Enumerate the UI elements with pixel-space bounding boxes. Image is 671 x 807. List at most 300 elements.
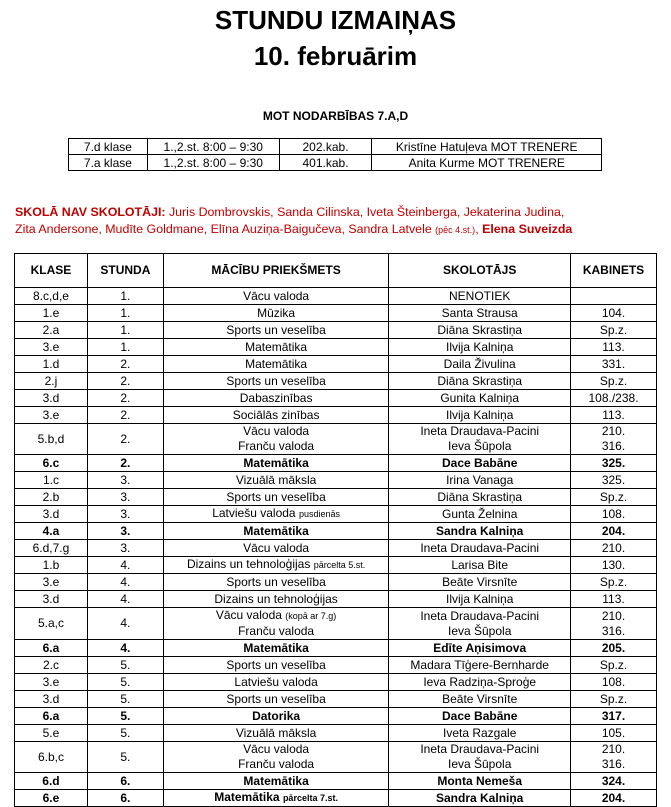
cell-subject [163,557,389,574]
cell-teacher-line: Daila Živulina [443,356,516,371]
subject-name: Sports un veselība [226,373,326,388]
subject-name: Dizains un tehnoloģijas [214,591,338,606]
cell-room [571,657,657,674]
cell-teacher [389,608,571,640]
cell-klase: 6.c [15,455,88,472]
cell-teacher [389,455,571,472]
cell-stunda: 2. [87,356,163,373]
subject-line [166,456,387,471]
table-row [15,591,657,608]
cell-klase: 2.c [15,657,88,674]
subject-name: Dizains un tehnoloģijas [186,557,311,571]
cell-subject [163,574,389,591]
subject-name: Sports un veselība [226,657,326,672]
cell-teacher [389,773,571,790]
cell-room [571,591,657,608]
subject-line [166,742,387,757]
mot-table [68,138,602,171]
cell-stunda: 2. [87,390,163,407]
cell-klase: 3.e [15,339,88,356]
cell-klase: 6.d,7.g [15,540,88,557]
cell-room-line: Sp.z. [599,574,628,589]
cell-subject [163,339,389,356]
subject-line [166,357,387,372]
cell-room-line: 210. [601,540,626,555]
cell-teacher [389,506,571,523]
cell-room [571,305,657,322]
subject-name: Sociālās zinības [232,407,320,422]
cell-subject [163,424,389,455]
mot-class: 7.a klase [69,155,148,171]
cell-teacher [389,708,571,725]
absent-names-line2: Zita Andersone, Mudīte Goldmane, Elīna Auziņa-Baigučeva, Sandra Latvele [15,222,436,236]
mot-trainer: Anita Kurme MOT TRENERE [372,155,602,171]
table-row [15,523,657,540]
cell-teacher-line: Ineta Draudava-Pacini [420,540,540,555]
cell-teacher-line: Ilvija Kalniņa [446,407,514,422]
cell-teacher [389,657,571,674]
subject-name: Matemātika [245,339,308,354]
subject-note: pārcelta 7.st. [282,793,338,803]
cell-teacher-line: Monta Nemeša [437,773,523,788]
subject-line [166,592,387,607]
cell-teacher-line: Santa Strausa [441,305,518,320]
cell-teacher [389,574,571,591]
cell-room [571,322,657,339]
cell-subject [163,725,389,742]
page-title: STUNDU IZMAIŅAS [214,5,457,35]
absent-name-bold: Elena Suveizda [482,222,573,236]
cell-teacher-line: Sandra Kalniņa [436,523,524,538]
mot-room: 401.kab. [279,155,372,171]
cell-teacher-line: Ineta Draudava-Pacini [420,608,540,623]
subject-line [166,374,387,389]
table-row [15,708,657,725]
header-subject: MĀCĪBU PRIEKŠMETS [163,254,389,288]
cell-room-line: 105. [601,725,626,740]
cell-subject [163,523,389,540]
header-klase: KLASE [15,254,88,288]
cell-teacher [389,523,571,540]
cell-klase: 5.a,c [15,608,88,640]
cell-klase: 3.d [15,691,88,708]
subject-line [166,641,387,656]
subject-line [166,289,387,304]
cell-subject [163,305,389,322]
cell-teacher [389,790,571,807]
cell-klase: 6.a [15,708,88,725]
cell-room [571,407,657,424]
header-teacher: SKOLOTĀJS [389,254,571,288]
cell-teacher [389,288,571,305]
cell-teacher-line: Ieva Šūpola [447,623,512,638]
cell-room [571,373,657,390]
table-row [15,322,657,339]
cell-teacher [389,472,571,489]
absent-label: SKOLĀ NAV SKOLOTĀJI: [15,205,166,219]
cell-room-line: Sp.z. [599,322,628,337]
page-subtitle-date: 10. februārim [253,41,418,71]
cell-stunda: 1. [87,322,163,339]
subject-note: pārcelta 5.st. [313,560,366,570]
cell-klase: 4.a [15,523,88,540]
cell-room-line: 113. [602,339,625,354]
cell-klase: 2.a [15,322,88,339]
subject-line [166,658,387,673]
cell-teacher [389,339,571,356]
cell-room [571,540,657,557]
cell-stunda: 6. [87,790,163,807]
subject-name: Sports un veselība [226,322,326,337]
cell-klase: 3.d [15,390,88,407]
cell-subject [163,691,389,708]
cell-room-line: 108. [601,506,626,521]
header-stunda: STUNDA [87,254,163,288]
cell-teacher-line: Gunta Želnina [441,506,518,521]
cell-teacher-line: Ineta Draudava-Pacini [420,424,540,438]
subject-name: Mūzika [257,305,296,320]
subject-name: Matemātika [214,790,280,804]
cell-teacher-line: Madara Tīģere-Bernharde [410,657,549,672]
mot-trainer: Kristīne Hatuļeva MOT TRENERE [372,139,602,155]
table-row [15,725,657,742]
subject-name: Matemātika [245,356,308,371]
table-header-row [15,254,657,288]
mot-row [69,155,602,171]
cell-teacher-line: Gunita Kalniņa [440,390,520,405]
subject-name: Franču valoda [238,624,315,638]
subject-name: Datorika [252,708,301,723]
cell-teacher [389,305,571,322]
cell-stunda: 2. [87,373,163,390]
cell-klase: 3.e [15,674,88,691]
cell-klase: 6.a [15,640,88,657]
cell-teacher [389,356,571,373]
cell-room [571,557,657,574]
cell-stunda: 4. [87,574,163,591]
cell-stunda: 5. [87,725,163,742]
table-row [15,472,657,489]
table-row [15,691,657,708]
table-row [15,424,657,455]
cell-stunda: 1. [87,339,163,356]
cell-teacher [389,407,571,424]
cell-teacher-line: Beāte Virsnīte [442,691,518,706]
cell-subject [163,506,389,523]
cell-subject [163,489,389,506]
cell-room-line: 210. [601,608,626,623]
absent-names-line1: Juris Dombrovskis, Sanda Cilinska, Iveta Šteinberga, Jekaterina Judina, [165,205,565,219]
mot-time: 1.,2.st. 8:00 – 9:30 [147,155,279,171]
absent-separator: , [475,222,483,236]
cell-room [571,725,657,742]
cell-stunda: 4. [87,591,163,608]
cell-room-line: 210. [601,424,626,438]
subject-line [166,323,387,338]
table-row [15,574,657,591]
cell-teacher-line: Edīte Aņisimova [433,640,527,655]
table-row [15,305,657,322]
subject-line [166,439,387,454]
table-row [15,455,657,472]
subject-name: Latviešu valoda [212,506,296,520]
cell-room [571,742,657,773]
table-row [15,339,657,356]
cell-klase: 5.b,d [15,424,88,455]
cell-teacher-line: Sandra Kalniņa [436,790,524,805]
cell-room [571,674,657,691]
cell-stunda: 4. [87,557,163,574]
cell-subject [163,472,389,489]
cell-teacher-line: Ieva Radziņa-Sproģe [423,674,537,689]
cell-stunda: 2. [87,424,163,455]
cell-teacher-line: Ilvija Kalniņa [446,591,514,606]
cell-room-line: 325. [601,455,626,470]
cell-stunda: 5. [87,674,163,691]
cell-klase: 3.d [15,591,88,608]
subject-line [166,692,387,707]
subject-line [166,709,387,724]
cell-klase: 5.e [15,725,88,742]
cell-klase: 6.e [15,790,88,807]
cell-room [571,790,657,807]
cell-teacher [389,373,571,390]
cell-room [571,506,657,523]
cell-room [571,708,657,725]
cell-room [571,574,657,591]
subject-name: Dabaszinības [239,390,313,405]
cell-subject [163,742,389,773]
cell-room-line: Sp.z. [599,691,628,706]
cell-stunda: 2. [87,455,163,472]
cell-stunda: 3. [87,506,163,523]
cell-subject [163,322,389,339]
cell-stunda: 1. [87,305,163,322]
cell-stunda: 5. [87,708,163,725]
cell-subject [163,373,389,390]
subject-note: pusdienās [298,509,340,519]
absent-teachers-notice [15,204,665,239]
mot-time: 1.,2.st. 8:00 – 9:30 [147,139,279,155]
cell-stunda: 3. [87,489,163,506]
cell-stunda: 2. [87,407,163,424]
cell-teacher [389,640,571,657]
cell-subject [163,708,389,725]
table-row [15,506,657,523]
cell-klase: 1.b [15,557,88,574]
subject-line [166,557,387,573]
subject-name: Vācu valoda [243,424,310,438]
subject-line [166,490,387,505]
cell-teacher [389,540,571,557]
cell-teacher-line: Diāna Skrastiņa [437,322,523,337]
mot-heading: MOT NODARBĪBAS 7.A,D [262,109,409,123]
subject-line [166,473,387,488]
table-row [15,790,657,807]
subject-name: Matemātika [243,455,309,470]
cell-subject [163,540,389,557]
cell-klase: 6.d [15,773,88,790]
cell-teacher-line: Diāna Skrastiņa [437,373,523,388]
cell-subject [163,356,389,373]
subject-name: Franču valoda [238,757,315,771]
cell-teacher-line: NENOTIEK [449,288,511,303]
cell-room [571,489,657,506]
cell-klase: 3.e [15,407,88,424]
subject-line [166,757,387,772]
cell-teacher-line: Ineta Draudava-Pacini [420,742,540,756]
cell-subject [163,455,389,472]
cell-room [571,608,657,640]
table-row [15,390,657,407]
cell-room [571,390,657,407]
cell-room-line: 324. [601,773,626,788]
cell-teacher-line: Ieva Šūpola [447,757,512,771]
subject-line [166,506,387,522]
cell-room-line: 331. [601,356,626,371]
subject-name: Sports un veselība [226,574,326,589]
cell-room [571,356,657,373]
cell-room [571,424,657,455]
subject-line [166,790,387,806]
cell-room-line: 316. [601,623,626,638]
subject-line [166,774,387,789]
cell-room-line: 104. [601,305,626,320]
table-row [15,407,657,424]
subject-line [166,524,387,539]
subject-name: Matemātika [243,640,309,655]
cell-room [571,691,657,708]
subject-name: Vācu valoda [215,608,282,622]
cell-teacher-line: Ieva Šūpola [447,439,512,453]
cell-klase: 2.b [15,489,88,506]
cell-stunda: 5. [87,742,163,773]
mot-room: 202.kab. [279,139,372,155]
cell-teacher [389,725,571,742]
cell-klase: 8.c,d,e [15,288,88,305]
mot-row [69,139,602,155]
subject-note: (kopā ar 7.g) [285,611,337,621]
subject-line [166,340,387,355]
cell-klase: 1.c [15,472,88,489]
cell-room-line: 108. [601,674,626,689]
subject-name: Latviešu valoda [234,674,318,689]
subject-name: Sports un veselība [226,489,326,504]
changes-table [14,253,657,807]
cell-stunda: 3. [87,540,163,557]
cell-stunda: 1. [87,288,163,305]
table-row [15,742,657,773]
cell-stunda: 3. [87,472,163,489]
cell-stunda: 4. [87,608,163,640]
table-row [15,657,657,674]
cell-klase: 3.e [15,574,88,591]
subject-name: Vizuālā māksla [235,472,317,487]
cell-klase: 2.j [15,373,88,390]
cell-klase: 3.d [15,506,88,523]
cell-room-line: 108./238. [588,390,639,405]
subject-name: Sports un veselība [226,691,326,706]
cell-teacher-line: Ilvija Kalniņa [446,339,514,354]
cell-room [571,288,657,305]
cell-teacher [389,557,571,574]
cell-room-line: 113. [602,407,625,422]
cell-teacher [389,390,571,407]
cell-subject [163,608,389,640]
cell-room-line: 204. [601,523,626,538]
cell-room-line: 210. [601,742,626,756]
cell-teacher-line: Beāte Virsnīte [442,574,518,589]
cell-room-line: 205. [601,640,626,655]
table-body [15,288,657,807]
subject-name: Franču valoda [238,439,315,453]
subject-line [166,541,387,556]
cell-room [571,339,657,356]
table-row [15,608,657,640]
cell-room-line: 204. [601,790,626,805]
header-room: KABINETS [571,254,657,288]
table-row [15,674,657,691]
cell-klase: 6.b,c [15,742,88,773]
cell-subject [163,790,389,807]
table-row [15,356,657,373]
table-row [15,489,657,506]
cell-teacher-line: Larisa Bite [451,557,509,572]
subject-line [166,424,387,439]
cell-subject [163,390,389,407]
cell-room-line: 130. [601,557,626,572]
cell-stunda: 5. [87,691,163,708]
cell-room [571,455,657,472]
cell-subject [163,640,389,657]
subject-line [166,726,387,741]
cell-teacher [389,691,571,708]
table-row [15,773,657,790]
cell-subject [163,674,389,691]
table-row [15,288,657,305]
cell-klase: 1.d [15,356,88,373]
cell-room-line: Sp.z. [599,373,628,388]
subject-line [166,608,387,624]
cell-teacher [389,591,571,608]
cell-subject [163,407,389,424]
subject-name: Matemātika [243,773,309,788]
cell-room-line: Sp.z. [599,489,628,504]
subject-name: Vācu valoda [243,742,310,756]
subject-name: Vācu valoda [243,540,310,555]
absent-note: (pēc 4.st.) [435,225,476,235]
cell-room-line: Sp.z. [599,657,628,672]
subject-line [166,575,387,590]
table-row [15,540,657,557]
cell-room [571,523,657,540]
cell-room [571,640,657,657]
cell-room-line: 317. [601,708,626,723]
cell-stunda: 6. [87,773,163,790]
subject-name: Vācu valoda [243,288,310,303]
cell-room [571,773,657,790]
table-row [15,373,657,390]
cell-teacher-line: Iveta Razgale [442,725,517,740]
cell-stunda: 4. [87,640,163,657]
subject-line [166,306,387,321]
subject-line [166,408,387,423]
cell-stunda: 5. [87,657,163,674]
subject-name: Vizuālā māksla [235,725,317,740]
cell-teacher-line: Irina Vanaga [446,472,514,487]
cell-teacher [389,424,571,455]
cell-subject [163,773,389,790]
